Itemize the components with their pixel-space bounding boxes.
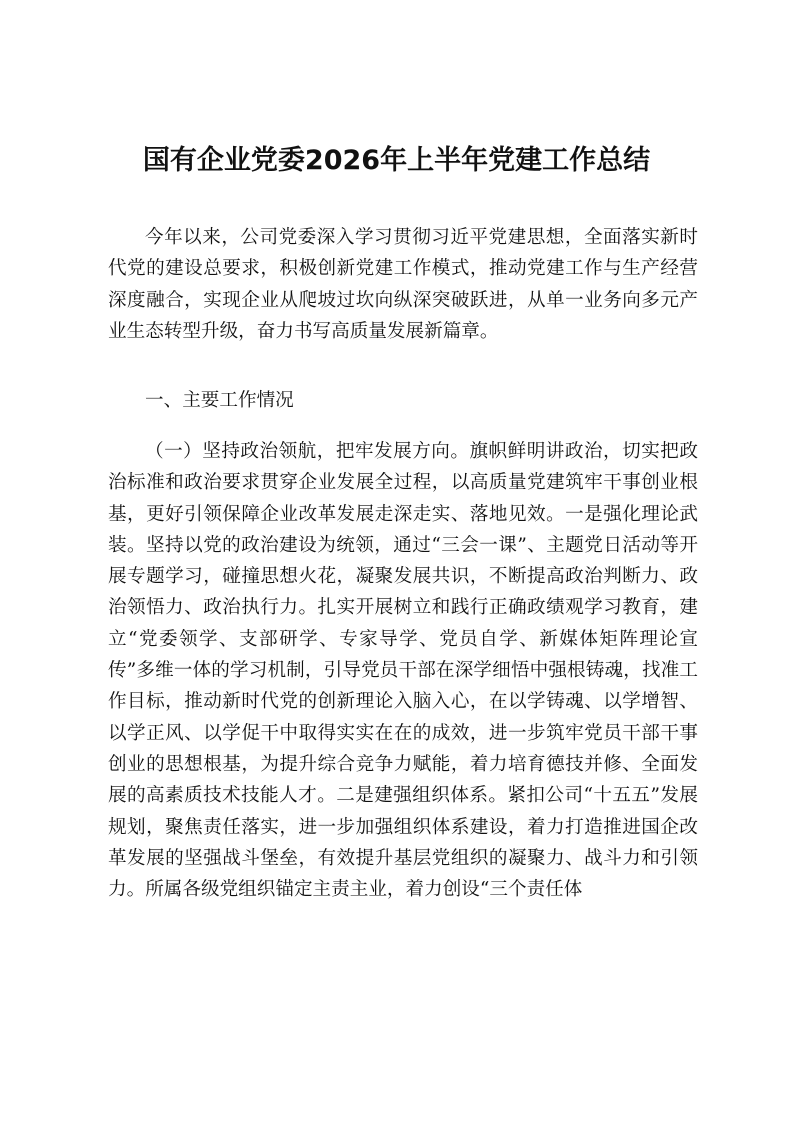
body-paragraph: （一）坚持政治领航，把牢发展方向。旗帜鲜明讲政治，切实把政治标准和政治要求贯穿企业发展全过程，以高质量党建筑牢干事创业根基，更好引领保障企业改革发展走深走实、落地见效。一是强化理论武装。坚持以党的政治建设为统领，通过“三会一课”、主题党日活动等开展专题学习，碰撞思想火花，凝聚发展共识，不断提高政治判断力、政治领悟力、政治执行力。扎实开展树立和践行正确政绩观学习教育，建立“党委领学、支部研学、专家导学、党员自学、新媒体矩阵理论宣传”多维一体的学习机制，引导党员干部在深学细悟中强根铸魂，找准工作目标，推动新时代党的创新理论入脑入心，在以学铸魂、以学增智、以学正风、以学促干中取得实实在在的成效，进一步筑牢党员干部干事创业的思想根基，为提升综合竞争力赋能，着力培育德技并修、全面发展的高素质技术技能人才。二是建强组织体系。紧扣公司“十五五”发展规划，聚焦责任落实，进一步加强组织体系建设，着力打造推进国企改革发展的坚强战斗堡垒，有效提升基层党组织的凝聚力、战斗力和引领力。所属各级党组织锚定主责主业，着力创设“三个责任体 [108,441,698,901]
section-heading: 一、主要工作情况 [145,390,294,411]
intro-paragraph: 今年以来，公司党委深入学习贯彻习近平党建思想，全面落实新时代党的建设总要求，积极创新党建工作模式，推动党建工作与生产经营深度融合，实现企业从爬坡过坎向纵深突破跃进，从单一业务向多元产业生态转型升级，奋力书写高质量发展新篇章。 [108,227,698,342]
document-title: 国有企业党委2026年上半年党建工作总结 [142,145,651,176]
